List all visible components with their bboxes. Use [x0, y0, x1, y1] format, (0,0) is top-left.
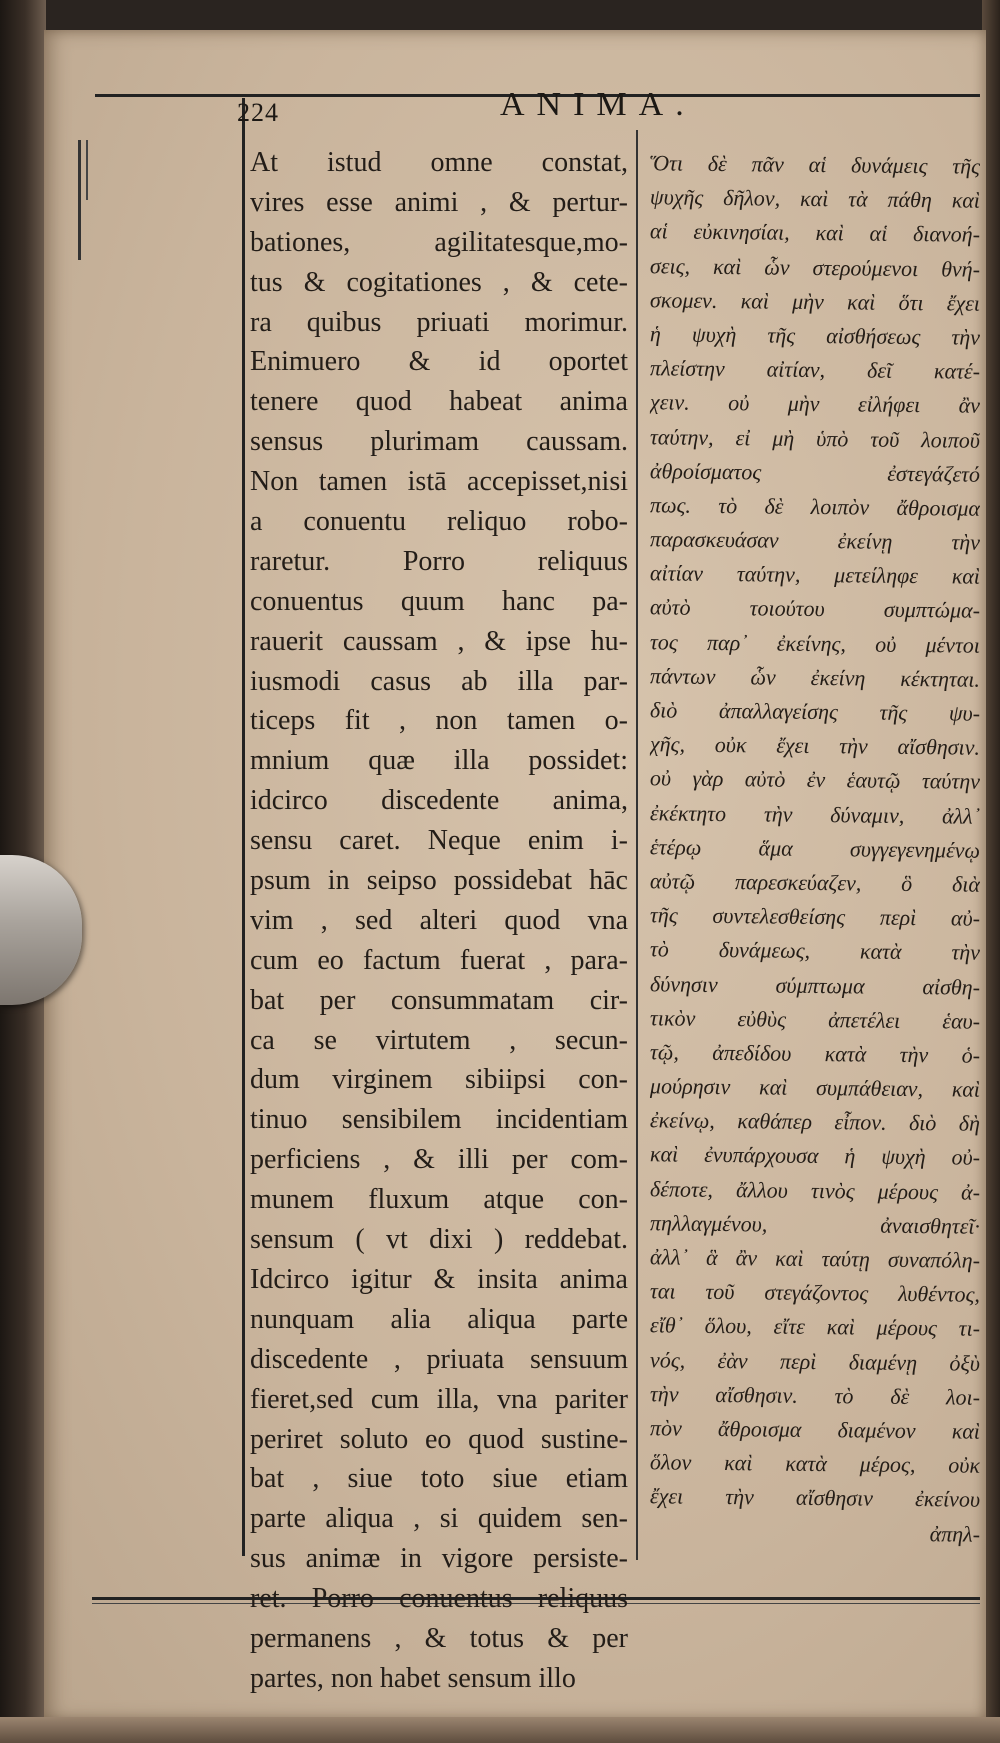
greek-text-line: δέποτε, ἄλλου τινὸς μέρους ἀ-: [649, 1175, 981, 1205]
greek-text-line: ὅλον καὶ κατὰ μέρος, οὐκ: [649, 1449, 981, 1478]
running-head: ANIMA.: [500, 86, 696, 123]
greek-text-line: πάντων ὧν ἐκείνη κέκτηται.: [649, 663, 981, 692]
greek-text-line: πηλλαγμένου, ἀναισθητεῖ·: [649, 1210, 981, 1239]
page-stack-bottom: [0, 1717, 1000, 1743]
greek-text-line: ψυχῆς δῆλον, καὶ τὰ πάθη καὶ: [649, 184, 981, 213]
column-divider-rule: [636, 130, 638, 1560]
greek-text-line: ἡ ψυχὴ τῆς αἰσθήσεως τὴν: [649, 321, 981, 350]
latin-text-line: sensus plurimam caussam.: [250, 426, 628, 458]
latin-text-line: periret soluto eo quod sustine-: [250, 1423, 628, 1455]
latin-text-line: bationes, agilitatesque,mo-: [250, 226, 628, 258]
latin-text-line: sensum ( vt dixi ) reddebat.: [250, 1224, 628, 1256]
greek-text-line: διὸ ἀπαλλαγείσης τῆς ψυ-: [649, 697, 981, 726]
latin-text-line: dum virginem sibiipsi con-: [250, 1064, 628, 1096]
latin-text-line: tinuo sensibilem incidentiam: [250, 1104, 628, 1136]
latin-text-line: bat per consummatam cir-: [250, 984, 628, 1016]
latin-text-line: ra quibus priuati morimur.: [250, 306, 628, 338]
greek-text-line: σκομεν. καὶ μὴν καὶ ὅτι ἔχει: [649, 287, 981, 316]
latin-text-line: fieret,sed cum illa, vna pariter: [250, 1383, 628, 1415]
greek-text-line: ἀλλ᾽ ἃ ἂν καὶ ταύτῃ συναπόλη-: [649, 1244, 981, 1273]
latin-text-line: cum eo factum fuerat , para-: [250, 944, 628, 976]
left-column-rule: [242, 98, 245, 1556]
latin-text-line: ca se virtutem , secun-: [250, 1024, 628, 1056]
latin-text-line: Idcirco igitur & insita anima: [250, 1263, 628, 1295]
greek-text-line: τὴν αἴσθησιν. τὸ δὲ λοι-: [649, 1381, 981, 1410]
latin-column: [250, 143, 628, 1699]
greek-text-line: Ὅτι δὲ πᾶν αἱ δυνάμεις τῆς: [649, 150, 981, 179]
greek-text-line: ἀπηλ-: [929, 1520, 981, 1547]
greek-text-line: αἰτίαν ταύτην, μετείληφε καὶ: [649, 560, 981, 589]
margin-mark: [78, 140, 81, 260]
latin-text-line: discedente , priuata sensuum: [250, 1343, 628, 1375]
greek-text-line: τικὸν εὐθὺς ἀπετέλει ἑαυ-: [649, 1004, 981, 1034]
latin-text-line: At istud omne constat,: [250, 147, 628, 178]
latin-text-line: tenere quod habeat anima: [250, 386, 628, 418]
latin-text-line: permanens , & totus & per: [250, 1622, 628, 1654]
greek-text-line: τὸ δυνάμεως, κατὰ τὴν: [649, 936, 981, 966]
latin-text-line: a conuentu reliquo robo-: [250, 506, 628, 538]
latin-text-line: sus animæ in vigore persiste-: [250, 1543, 628, 1575]
greek-text-line: τῆς συντελεσθείσης περὶ αὐ-: [649, 902, 981, 931]
greek-text-line: σεις, καὶ ὧν στερούμενοι θνή-: [649, 252, 981, 282]
latin-text-line: rauerit caussam , & ipse hu-: [250, 625, 628, 657]
latin-text-line: perficiens , & illi per com-: [250, 1144, 628, 1176]
greek-text-line: πως. τὸ δὲ λοιπὸν ἄθροισμα: [649, 492, 981, 521]
greek-text-line: εἴθ᾽ ὅλου, εἴτε καὶ μέρους τι-: [649, 1312, 981, 1342]
greek-text-line: πλείστην αἰτίαν, δεῖ κατέ-: [649, 355, 981, 384]
greek-text-line: καὶ ἐνυπάρχουσα ἡ ψυχὴ οὐ-: [649, 1141, 981, 1171]
greek-text-line: ταύτην, εἰ μὴ ὑπὸ τοῦ λοιποῦ: [649, 423, 981, 453]
latin-text-line: mnium quæ illa possidet:: [250, 745, 628, 777]
latin-text-line: bat , siue toto siue etiam: [250, 1463, 628, 1495]
greek-text-line: τος παρ᾽ ἐκείνης, οὐ μέντοι: [649, 628, 981, 658]
latin-text-line: tus & cogitationes , & cete-: [250, 266, 628, 298]
greek-text-line: ἔχει τὴν αἴσθησιν ἐκείνου: [649, 1483, 981, 1513]
latin-text-line: vim , sed alteri quod vna: [250, 904, 628, 936]
greek-text-line: αἱ εὐκινησίαι, καὶ αἱ διανοή-: [649, 218, 981, 248]
latin-text-line: conuentus quum hanc pa-: [250, 585, 628, 617]
latin-text-line: ticeps fit , non tamen o-: [250, 705, 628, 737]
latin-text-line: partes, non habet sensum illo: [250, 1662, 576, 1694]
greek-text-line: χειν. οὐ μὴν εἰλήφει ἂν: [649, 389, 981, 419]
latin-text-line: nunquam alia aliqua parte: [250, 1303, 628, 1335]
greek-column: [650, 148, 980, 1550]
greek-text-line: αὐτῷ παρεσκεύαζεν, ὃ διὰ: [649, 868, 981, 897]
greek-text-line: νός, ἐὰν περὶ διαμένῃ ὀξὺ: [649, 1346, 981, 1376]
latin-text-line: ret. Porro conuentus reliquus: [250, 1583, 628, 1615]
margin-mark-secondary: [86, 140, 88, 200]
greek-text-line: τῷ, ἀπεδίδου κατὰ τὴν ὁ-: [649, 1039, 981, 1068]
latin-text-line: sensu caret. Neque enim i-: [250, 825, 628, 857]
latin-text-line: munem fluxum atque con-: [250, 1184, 628, 1216]
greek-text-line: ἐκείνῳ, καθάπερ εἶπον. διὸ δὴ: [649, 1107, 981, 1136]
latin-text-line: vires esse animi , & pertur-: [250, 186, 628, 218]
latin-text-line: Enimuero & id oportet: [250, 346, 628, 378]
greek-text-line: ἑτέρῳ ἅμα συγγεγενημένῳ: [649, 834, 981, 863]
latin-text-line: idcirco discedente anima,: [250, 785, 628, 817]
latin-text-line: raretur. Porro reliquus: [250, 545, 628, 577]
greek-text-line: μούρησιν καὶ συμπάθειαν, καὶ: [649, 1073, 981, 1102]
greek-text-line: ἐκέκτητο τὴν δύναμιν, ἀλλ᾽: [649, 799, 981, 829]
latin-text-line: Non tamen istā accepisset,nisi: [250, 466, 628, 498]
greek-text-line: παρασκευάσαν ἐκείνῃ τὴν: [649, 526, 981, 555]
greek-text-line: πὸν ἄθροισμα διαμένον καὶ: [649, 1415, 981, 1444]
greek-text-line: αὐτὸ τοιούτου συμπτώμα-: [649, 594, 981, 624]
latin-text-line: psum in seipso possidebat hāc: [250, 865, 628, 897]
greek-text-line: οὐ γὰρ αὐτὸ ἐν ἑαυτῷ ταύτην: [649, 765, 981, 795]
latin-text-line: iusmodi casus ab illa par-: [250, 665, 628, 697]
greek-text-line: χῆς, οὐκ ἔχει τὴν αἴσθησιν.: [649, 731, 981, 760]
greek-text-line: ἀθροίσματος ἐστεγάζετό: [649, 457, 981, 487]
page-number: 224: [237, 98, 279, 127]
latin-text-line: parte aliqua , si quidem sen-: [250, 1503, 628, 1535]
greek-text-line: ται τοῦ στεγάζοντος λυθέντος,: [649, 1278, 981, 1307]
greek-text-line: δύνησιν σύμπτωμα αἰσθη-: [649, 970, 981, 1000]
